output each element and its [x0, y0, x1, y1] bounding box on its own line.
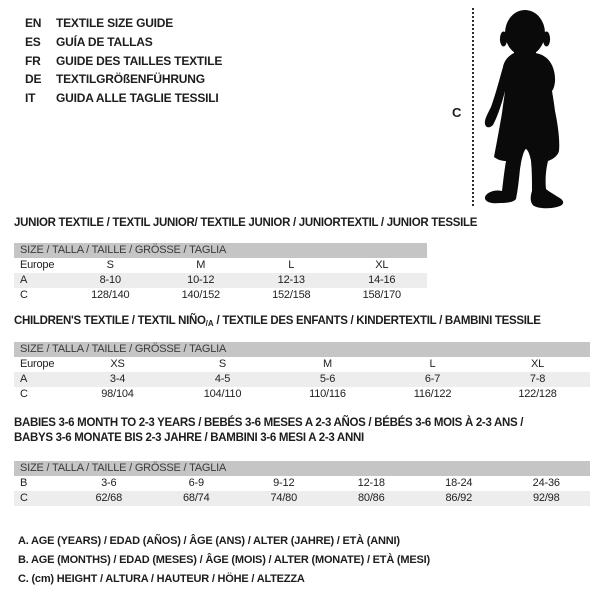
- junior-section-title: JUNIOR TEXTILE / TEXTIL JUNIOR/ TEXTILE JUNIOR / JUNIORTEXTIL / JUNIOR TESSILE: [14, 217, 478, 229]
- table-row-europe: [14, 258, 427, 273]
- children-size-table: [14, 342, 590, 402]
- cell: 5-6: [319, 373, 336, 385]
- language-title: GUÍA DE TALLAS: [56, 35, 153, 50]
- language-title: TEXTILGRÖßENFÜHRUNG: [56, 72, 205, 87]
- cell: 86/92: [445, 492, 473, 504]
- table-row-height: [14, 288, 427, 303]
- baby-silhouette-icon: [478, 3, 598, 211]
- row-label: A: [20, 274, 28, 286]
- language-title: TEXTILE SIZE GUIDE: [56, 16, 174, 31]
- language-code: ES: [25, 35, 41, 50]
- children-title-pre: CHILDREN'S TEXTILE / TEXTIL NIÑO: [14, 315, 206, 327]
- cell: 12-18: [357, 477, 385, 489]
- language-title: GUIDE DES TAILLES TEXTILE: [56, 53, 223, 68]
- table-row-age: [14, 273, 427, 288]
- legend-line-a: A. AGE (YEARS) / EDAD (AÑOS) / ÂGE (ANS) / ALTER (JAHRE) / ETÀ (ANNI): [18, 535, 400, 547]
- cell: 6-7: [424, 373, 441, 385]
- language-list: [25, 14, 222, 107]
- babies-size-table: [14, 461, 590, 506]
- cell: 122/128: [518, 388, 557, 400]
- cell: 24-36: [532, 477, 560, 489]
- row-label: C: [20, 492, 28, 504]
- legend-line-c: C. (cm) HEIGHT / ALTURA / HAUTEUR / HÖHE / ALTEZZA: [18, 573, 305, 585]
- cell: 62/68: [95, 492, 123, 504]
- cell: XL: [530, 358, 545, 370]
- row-label: C: [20, 388, 28, 400]
- junior-size-table: [14, 243, 427, 303]
- cell: 98/104: [101, 388, 134, 400]
- children-section-title: [14, 314, 541, 331]
- measurement-legend: [18, 532, 430, 589]
- cell: 140/152: [181, 289, 220, 301]
- legend-line-b: B. AGE (MONTHS) / EDAD (MESES) / ÂGE (MOIS) / ALTER (MONATE) / ETÀ (MESI): [18, 554, 430, 566]
- cell: 9-12: [273, 477, 295, 489]
- row-label: A: [20, 373, 28, 385]
- cell: 4-5: [214, 373, 231, 385]
- cell: M: [196, 259, 206, 271]
- cell: 12-13: [277, 274, 305, 286]
- cell: 152/158: [272, 289, 311, 301]
- language-row-es: [25, 33, 222, 52]
- language-code: EN: [25, 16, 42, 31]
- cell: 92/98: [532, 492, 560, 504]
- table-row-height: [14, 491, 590, 506]
- height-c-label: C: [452, 105, 462, 120]
- size-header-bar: SIZE / TALLA / TAILLE / GRÖSSE / TAGLIA: [14, 243, 427, 258]
- cell: M: [323, 358, 332, 370]
- cell: S: [106, 259, 114, 271]
- cell: 7-8: [529, 373, 546, 385]
- table-row-height: [14, 387, 590, 402]
- cell: XL: [375, 259, 389, 271]
- cell: 3-4: [109, 373, 126, 385]
- language-row-it: [25, 89, 222, 108]
- cell: 128/140: [91, 289, 130, 301]
- language-code: DE: [25, 72, 42, 87]
- cell: 8-10: [99, 274, 121, 286]
- language-code: IT: [25, 91, 36, 106]
- cell: 116/122: [413, 388, 452, 400]
- babies-section-title-line2: BABYS 3-6 MONATE BIS 2-3 JAHRE / BAMBINI 3-6 MESI A 2-3 ANNI: [14, 432, 364, 444]
- cell: 10-12: [187, 274, 215, 286]
- cell: XS: [110, 358, 125, 370]
- cell: 104/110: [203, 388, 242, 400]
- cell: 3-6: [101, 477, 117, 489]
- babies-section-title-line1: BABIES 3-6 MONTH TO 2-3 YEARS / BEBÉS 3-6 MESES A 2-3 AÑOS / BÉBÉS 3-6 MOIS À 2-3 ANS /: [14, 417, 524, 429]
- children-title-post: / TEXTILE DES ENFANTS / KINDERTEXTIL / BAMBINI TESSILE: [213, 315, 541, 327]
- language-row-en: [25, 14, 222, 33]
- height-dotted-line: [472, 8, 474, 206]
- cell: 80/86: [357, 492, 385, 504]
- cell: 158/170: [362, 289, 401, 301]
- size-header-bar: SIZE / TALLA / TAILLE / GRÖSSE / TAGLIA: [14, 342, 590, 357]
- cell: 68/74: [182, 492, 210, 504]
- row-label: C: [20, 289, 28, 301]
- language-row-de: [25, 70, 222, 89]
- cell: 74/80: [270, 492, 298, 504]
- table-row-europe: [14, 357, 590, 372]
- cell: 6-9: [188, 477, 204, 489]
- table-row-age: [14, 372, 590, 387]
- cell: 14-16: [368, 274, 396, 286]
- language-code: FR: [25, 53, 41, 68]
- cell: 18-24: [445, 477, 473, 489]
- table-row-months: [14, 476, 590, 491]
- cell: L: [429, 358, 436, 370]
- language-row-fr: [25, 51, 222, 70]
- row-label: Europe: [20, 358, 55, 370]
- row-label: B: [20, 477, 28, 489]
- cell: 110/116: [309, 388, 346, 400]
- children-title-subscript: /A: [205, 319, 214, 328]
- row-label: Europe: [20, 259, 55, 271]
- cell: L: [288, 259, 295, 271]
- language-title: GUIDA ALLE TAGLIE TESSILI: [56, 91, 219, 106]
- size-header-bar: SIZE / TALLA / TAILLE / GRÖSSE / TAGLIA: [14, 461, 590, 476]
- cell: S: [218, 358, 227, 370]
